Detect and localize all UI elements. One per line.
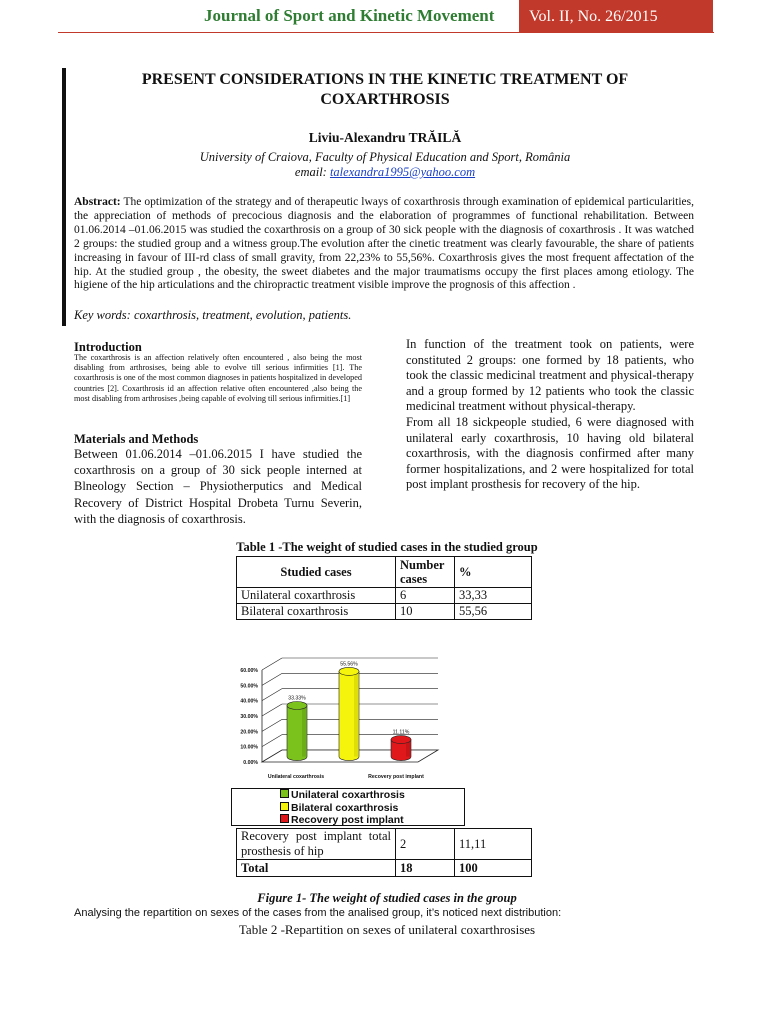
data-label: 33.33% <box>288 695 306 702</box>
methods-text: Between 01.06.2014 –01.06.2015 I have studied the coxarthrosis on a group of 30 sick people interned at Blneology Section – Physiotherputics and Medical Recovery of District Hospital Drobeta Turnu Severin, with the diagnosis of coxarthrosis. <box>74 447 362 526</box>
table1-header-cell: Number cases <box>396 557 455 588</box>
y-tick-label: 60.00% <box>240 668 258 674</box>
gridline-depth <box>262 673 282 685</box>
table-row <box>237 588 532 604</box>
methods-heading: Materials and Methods <box>74 432 199 446</box>
table-row <box>237 829 532 860</box>
figure-caption: Figure 1- The weight of studied cases in the group <box>257 891 517 905</box>
gridline-depth <box>262 658 282 670</box>
keywords: Key words: coxarthrosis, treatment, evolution, patients. <box>74 308 352 322</box>
affiliation: University of Craiova, Faculty of Physical Education and Sport, România <box>199 150 571 164</box>
gridline-depth <box>262 735 282 747</box>
legend-label: Unilateral coxarthrosis <box>291 789 405 801</box>
table-cell: 2 <box>396 829 455 860</box>
paper-title-line2: COXARTHROSIS <box>320 91 450 108</box>
x-tick-label: Unilateral coxarthrosis <box>267 774 325 780</box>
table-cell: 6 <box>396 588 455 604</box>
bar-shade <box>354 671 358 756</box>
y-tick-label: 20.00% <box>240 729 258 736</box>
y-tick-label: 0.00% <box>243 760 258 766</box>
y-tick-label: 30.00% <box>240 714 258 720</box>
email-line <box>90 165 680 180</box>
chart-bars <box>287 667 411 760</box>
abstract-text: The optimization of the strategy and of therapeutic lways of coxarthrosis through examination of epidemical particularities, the appreciation of methods of precocious diagnosis and the elaboration of programmes of functional rehabilitation. Between 01.06.2014 –01.06.2015 was studied the coxarthrosis on a group of 30 sick people with the diagnosis of coxarthrosis . It was watched 2 groups: the studied group and a witness group.The evolution after the cinetic treatment was clearly favourable, the share of patients increasing in favour of III-rd class of small gravity, from 22,23% to 55,56%. Coxarthrosis gives the most frequent affectation of the hip. At the studied group , the obesity, the sweet diabetes and the major traumatisms occupy the first places among etiology. The higiene of the hip articulations and the chiropractic treatment visible improve the prognosis of this affection . <box>74 196 694 292</box>
legend-item <box>280 814 464 827</box>
table1 <box>236 556 532 620</box>
header-rule <box>58 32 714 33</box>
table-row <box>237 860 532 877</box>
table1-header-row <box>237 557 532 588</box>
y-tick-label: 40.00% <box>240 698 258 705</box>
volume-badge: Vol. II, No. 26/2015 <box>519 0 713 33</box>
x-tick-label: Recovery post implant <box>368 774 424 780</box>
legend-label: Recovery post implant <box>291 814 404 826</box>
chart-legend <box>231 788 465 826</box>
bar-top <box>391 736 411 744</box>
legend-swatch-green <box>280 789 289 798</box>
bar-shade <box>302 705 306 756</box>
table1-continued <box>236 828 532 877</box>
legend-swatch-red <box>280 814 289 823</box>
table2-title: Table 2 -Repartition on sexes of unilateral coxarthrosises <box>238 922 536 937</box>
table-cell: Bilateral coxarthrosis <box>237 604 396 620</box>
table-cell: 11,11 <box>455 829 532 860</box>
table-cell: Recovery post implant total prosthesis of hip <box>237 829 396 860</box>
table1-title: Table 1 -The weight of studied cases in the studied group <box>236 540 538 554</box>
analysis-text: Analysing the repartition on sexes of the cases from the analised group, it’s noticed next distribution: <box>74 907 562 919</box>
intro-text: The coxarthrosis is an affection relatively often encountered , also being the most disabling from arthrosises, being able to evolve till serious infirmities [1]. The coxarthrosis is one of the most common diagnoses in patients hospitalized in developed countries [2]. Coxarthrosis id an affection relative often encountered ,also being the most disabling from arthrosises ,being capable of evolving till serious infirmities.[1] <box>74 353 362 403</box>
bar-top <box>287 701 307 709</box>
bar-top <box>339 667 359 675</box>
paper-title-line1: PRESENT CONSIDERATIONS IN THE KINETIC TREATMENT OF <box>141 71 629 88</box>
y-tick-label: 10.00% <box>240 744 258 751</box>
table-cell: 33,33 <box>455 588 532 604</box>
bar-chart <box>228 645 450 785</box>
intro-heading: Introduction <box>74 340 142 354</box>
right-column-text <box>406 337 694 493</box>
legend-item <box>280 789 464 802</box>
groups-paragraph: In function of the treatment took on patients, were constituted 2 groups: one formed by 18 patients, who took the classic medicinal treatment and physical-therapy and a group formed by 12 patients who took the classic medicinal treatment without physical-therapy. <box>406 337 694 414</box>
paper-title <box>90 70 680 110</box>
abstract <box>74 196 694 293</box>
legend-item <box>280 802 464 815</box>
legend-label: Bilateral coxarthrosis <box>291 801 399 814</box>
data-label: 11.11% <box>392 729 410 736</box>
table-cell: 55,56 <box>455 604 532 620</box>
gridline-depth <box>262 719 282 731</box>
table-cell-total: 100 <box>455 860 532 877</box>
table1-header-cell: Studied cases <box>237 557 396 588</box>
journal-title: Journal of Sport and Kinetic Movement <box>204 6 495 25</box>
data-label: 55.56% <box>340 661 358 668</box>
email-label: email: <box>294 165 330 179</box>
table-cell: 10 <box>396 604 455 620</box>
table-cell-total: 18 <box>396 860 455 877</box>
abstract-label: Abstract: <box>74 196 121 208</box>
table-cell-total: Total <box>237 860 396 877</box>
author-name: Liviu-Alexandru TRĂILĂ <box>308 130 462 145</box>
y-tick-label: 50.00% <box>240 683 258 690</box>
gridline-depth <box>262 689 282 701</box>
email-link[interactable]: talexandra1995@yahoo.com <box>329 165 476 179</box>
diagnosis-paragraph: From all 18 sickpeople studied, 6 were diagnosed with unilateral early coxarthrosis, 10 having old bilateral coxarthrosis, with the diagnosis confirmed after many former hospitalizations, and 2 were hospitalized for total post implant prosthesis for recovery of the hip. <box>406 414 694 492</box>
table-row <box>237 604 532 620</box>
gridline-depth <box>262 704 282 716</box>
table1-header-cell: % <box>455 557 532 588</box>
table-cell: Unilateral coxarthrosis <box>237 588 396 604</box>
title-side-bar <box>62 68 66 326</box>
legend-swatch-yellow <box>280 802 289 811</box>
